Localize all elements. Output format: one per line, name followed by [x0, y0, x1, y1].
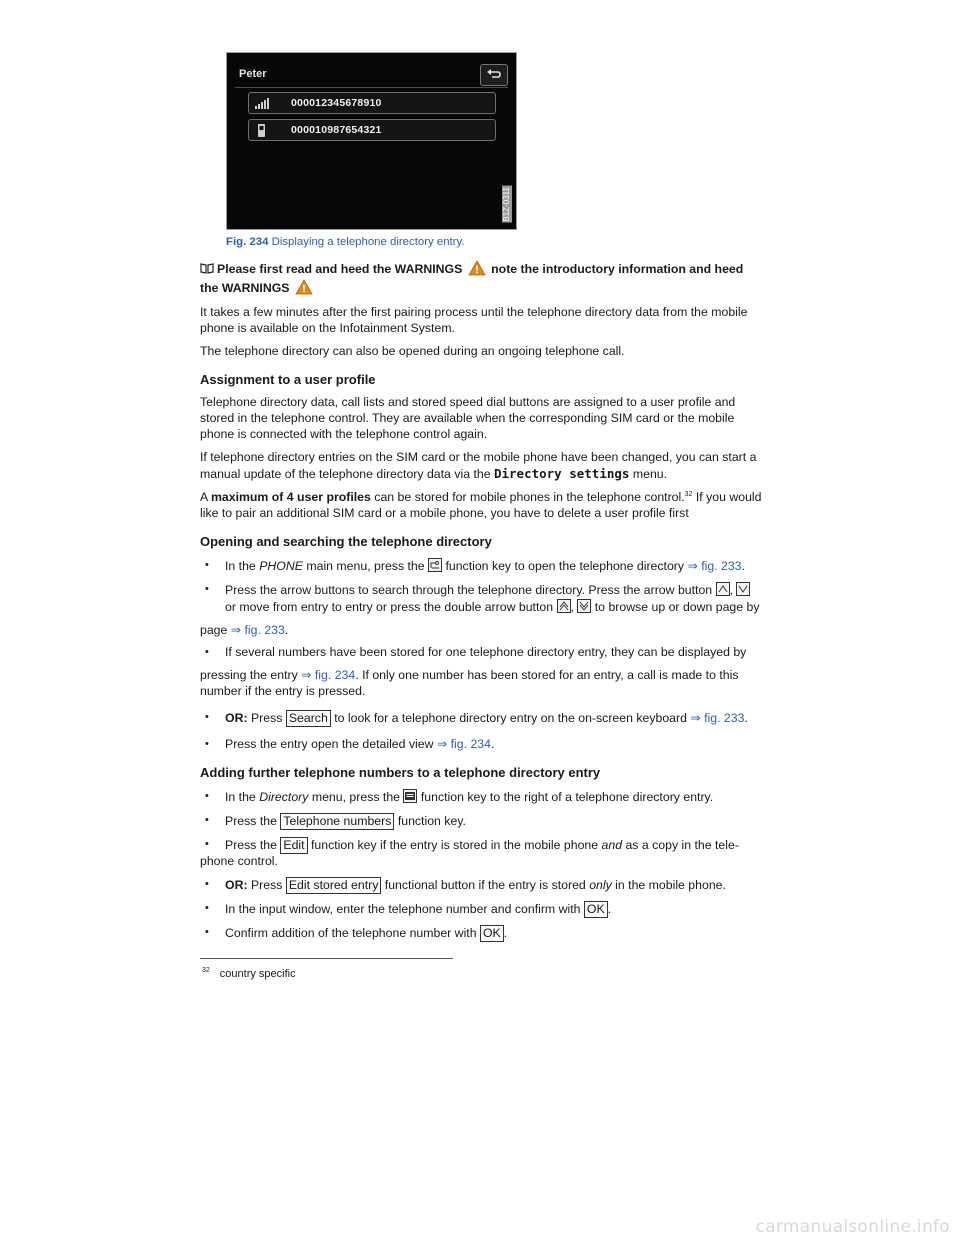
text: pressing the entry — [200, 668, 298, 683]
figure-link[interactable]: ⇒ fig. 234 — [436, 737, 491, 752]
figure-caption — [226, 235, 765, 250]
text: page — [200, 622, 228, 637]
edit-stored-entry-key[interactable]: Edit stored entry — [286, 877, 382, 894]
footnote-divider — [200, 958, 453, 959]
text: to browse up or down page by — [594, 599, 760, 614]
text: Press the entry open the detailed view — [225, 737, 434, 752]
text: In the — [225, 558, 256, 573]
text: Press the — [225, 814, 277, 829]
text: A — [200, 489, 208, 504]
warning-text-1: Please first read and heed the WARNINGS — [217, 261, 463, 276]
text: Confirm addition of the telephone number with — [225, 926, 477, 941]
list-item — [200, 877, 765, 894]
text: Press — [250, 711, 283, 726]
arrow-down-icon — [736, 582, 750, 596]
number-row — [248, 119, 496, 141]
or-label: OR: — [225, 711, 248, 726]
text: function key. — [397, 814, 466, 829]
ok-key[interactable]: OK — [584, 901, 608, 918]
emphasis: and — [601, 838, 623, 853]
text: function key to open the telephone directory — [445, 558, 685, 573]
ok-key[interactable]: OK — [480, 925, 504, 942]
figure-link[interactable]: ⇒ fig. 233 — [230, 622, 285, 637]
emphasis: only — [589, 878, 612, 893]
text: can be stored for mobile phones in the telephone control. — [374, 489, 685, 504]
text: main menu, press the — [306, 558, 425, 573]
back-arrow-icon — [486, 68, 502, 81]
continuation — [200, 668, 765, 700]
or-label: OR: — [225, 878, 248, 893]
menu-name: Directory settings — [493, 465, 630, 481]
text: to look for a telephone directory entry on the on-screen keyboard — [334, 711, 687, 726]
text: menu. — [632, 466, 668, 481]
warning-text-3: the WARNINGS — [200, 280, 290, 295]
double-arrow-down-icon — [577, 599, 591, 613]
text: Press — [250, 878, 283, 893]
arrow-up-icon — [716, 582, 730, 596]
continuation: phone control. — [200, 854, 278, 869]
warning-text-2: note the introductory information and heed — [491, 261, 744, 276]
text: Press the arrow buttons to search through the telephone directory. Press the arrow button — [225, 582, 713, 597]
directory-key-icon — [428, 558, 442, 572]
menu-name: Directory — [259, 790, 309, 805]
list-item — [200, 813, 765, 830]
list-item — [200, 645, 765, 700]
phone-number: 000010987654321 — [291, 124, 382, 136]
list-item: • Confirm addition of the telephone number with OK . — [200, 925, 765, 942]
warning-triangle-icon — [468, 260, 486, 276]
edit-key[interactable]: Edit — [280, 837, 307, 854]
paragraph: Telephone directory data, call lists and stored speed dial buttons are assigned to a user profile and stored in the telephone control. They are available when the corresponding SIM card or the mobile phone is connected with the telephone control again. — [200, 394, 736, 441]
text: Press the — [225, 838, 277, 853]
phone-directory-screenshot — [226, 52, 517, 230]
list-item: • In the input window, enter the telephone number and confirm with OK . — [200, 901, 765, 918]
menu-name: PHONE — [259, 558, 303, 573]
text: as a copy in the tele- — [625, 838, 739, 853]
footnote-text: country specific — [219, 968, 296, 981]
header-divider — [235, 87, 508, 88]
text: or move from entry to entry or press the double arrow button — [225, 599, 554, 614]
phone-number: 000012345678910 — [291, 97, 382, 109]
footnote-ref[interactable]: 32 — [684, 490, 693, 498]
search-key[interactable]: Search — [286, 710, 331, 727]
text: menu, press the — [311, 790, 401, 805]
warning-triangle-icon — [295, 279, 313, 295]
intro-paragraph: The telephone directory can also be opened during an ongoing telephone call. — [200, 343, 625, 358]
figure-label: Fig. 234 — [226, 236, 269, 248]
mobile-phone-icon — [254, 124, 270, 137]
double-arrow-up-icon — [557, 599, 571, 613]
list-item: • Press the entry open the detailed view ⇒ fig. 234. — [200, 737, 765, 753]
manual-page — [200, 52, 765, 982]
telephone-numbers-key[interactable]: Telephone numbers — [280, 813, 394, 830]
emphasis: maximum of 4 user profiles — [210, 489, 371, 504]
section-heading: Adding further telephone numbers to a telephone directory entry — [200, 765, 601, 781]
intro-paragraph: It takes a few minutes after the first pairing process until the telephone directory data from the mobile phone is available on the Infotainment System. — [200, 304, 748, 335]
text: If you would like to pair an additional SIM card or a mobile phone, you have to delete a user profile first — [200, 489, 762, 520]
text: If telephone directory entries on the SIM card or the mobile phone have been changed, you can start a manual update of the telephone directory data via the — [200, 449, 757, 481]
list-item: • Press the arrow buttons to search through the telephone directory. Press the arrow button , or move from entry to entry or press the double arrow button , to browse up or down page by page ⇒ fig. 233. — [200, 582, 765, 639]
figure-link[interactable]: ⇒ fig. 233 — [687, 558, 742, 573]
screen-header — [227, 53, 516, 89]
text: In the input window, enter the telephone number and confirm with — [225, 902, 581, 917]
text: . If only one number has been stored for an entry, a call is made to this number if the entry is pressed. — [200, 668, 739, 699]
details-key-icon — [403, 789, 417, 803]
text: function key to the right of a telephone directory entry. — [420, 790, 714, 805]
book-icon — [200, 263, 214, 274]
continuation: page ⇒ fig. 233. — [200, 622, 289, 637]
section-heading: Assignment to a user profile — [200, 371, 376, 387]
list-item: • OR: Press Search to look for a telephone directory entry on the on-screen keyboard ⇒ fig. 233. — [200, 710, 765, 727]
figure-code: B1Z-0311 — [502, 187, 511, 222]
contact-name: Peter — [239, 68, 267, 80]
list-item — [200, 837, 765, 870]
text: in the mobile phone. — [615, 878, 726, 893]
text: functional button if the entry is stored — [384, 878, 586, 893]
paragraph — [200, 450, 765, 483]
warning-notice — [200, 260, 765, 298]
footnote-number: 32 — [202, 967, 210, 975]
number-row — [248, 92, 496, 114]
back-button — [480, 64, 508, 86]
figure-link[interactable]: ⇒ fig. 234 — [301, 668, 356, 683]
section-heading: Opening and searching the telephone directory — [200, 533, 492, 549]
text: In the — [225, 790, 256, 805]
watermark: carmanualsonline.info — [755, 1216, 950, 1237]
figure-caption-text: Displaying a telephone directory entry. — [271, 236, 465, 248]
signal-bars-icon — [254, 97, 270, 110]
figure-link[interactable]: ⇒ fig. 233 — [690, 711, 745, 726]
text: If several numbers have been stored for one telephone directory entry, they can be displayed by — [225, 645, 747, 660]
footnote — [200, 967, 765, 981]
text: function key if the entry is stored in the mobile phone — [311, 838, 599, 853]
paragraph — [200, 490, 765, 522]
list-item: • In the PHONE main menu, press the function key to open the telephone directory ⇒ fig. 233. — [200, 558, 765, 575]
list-item — [200, 789, 765, 806]
